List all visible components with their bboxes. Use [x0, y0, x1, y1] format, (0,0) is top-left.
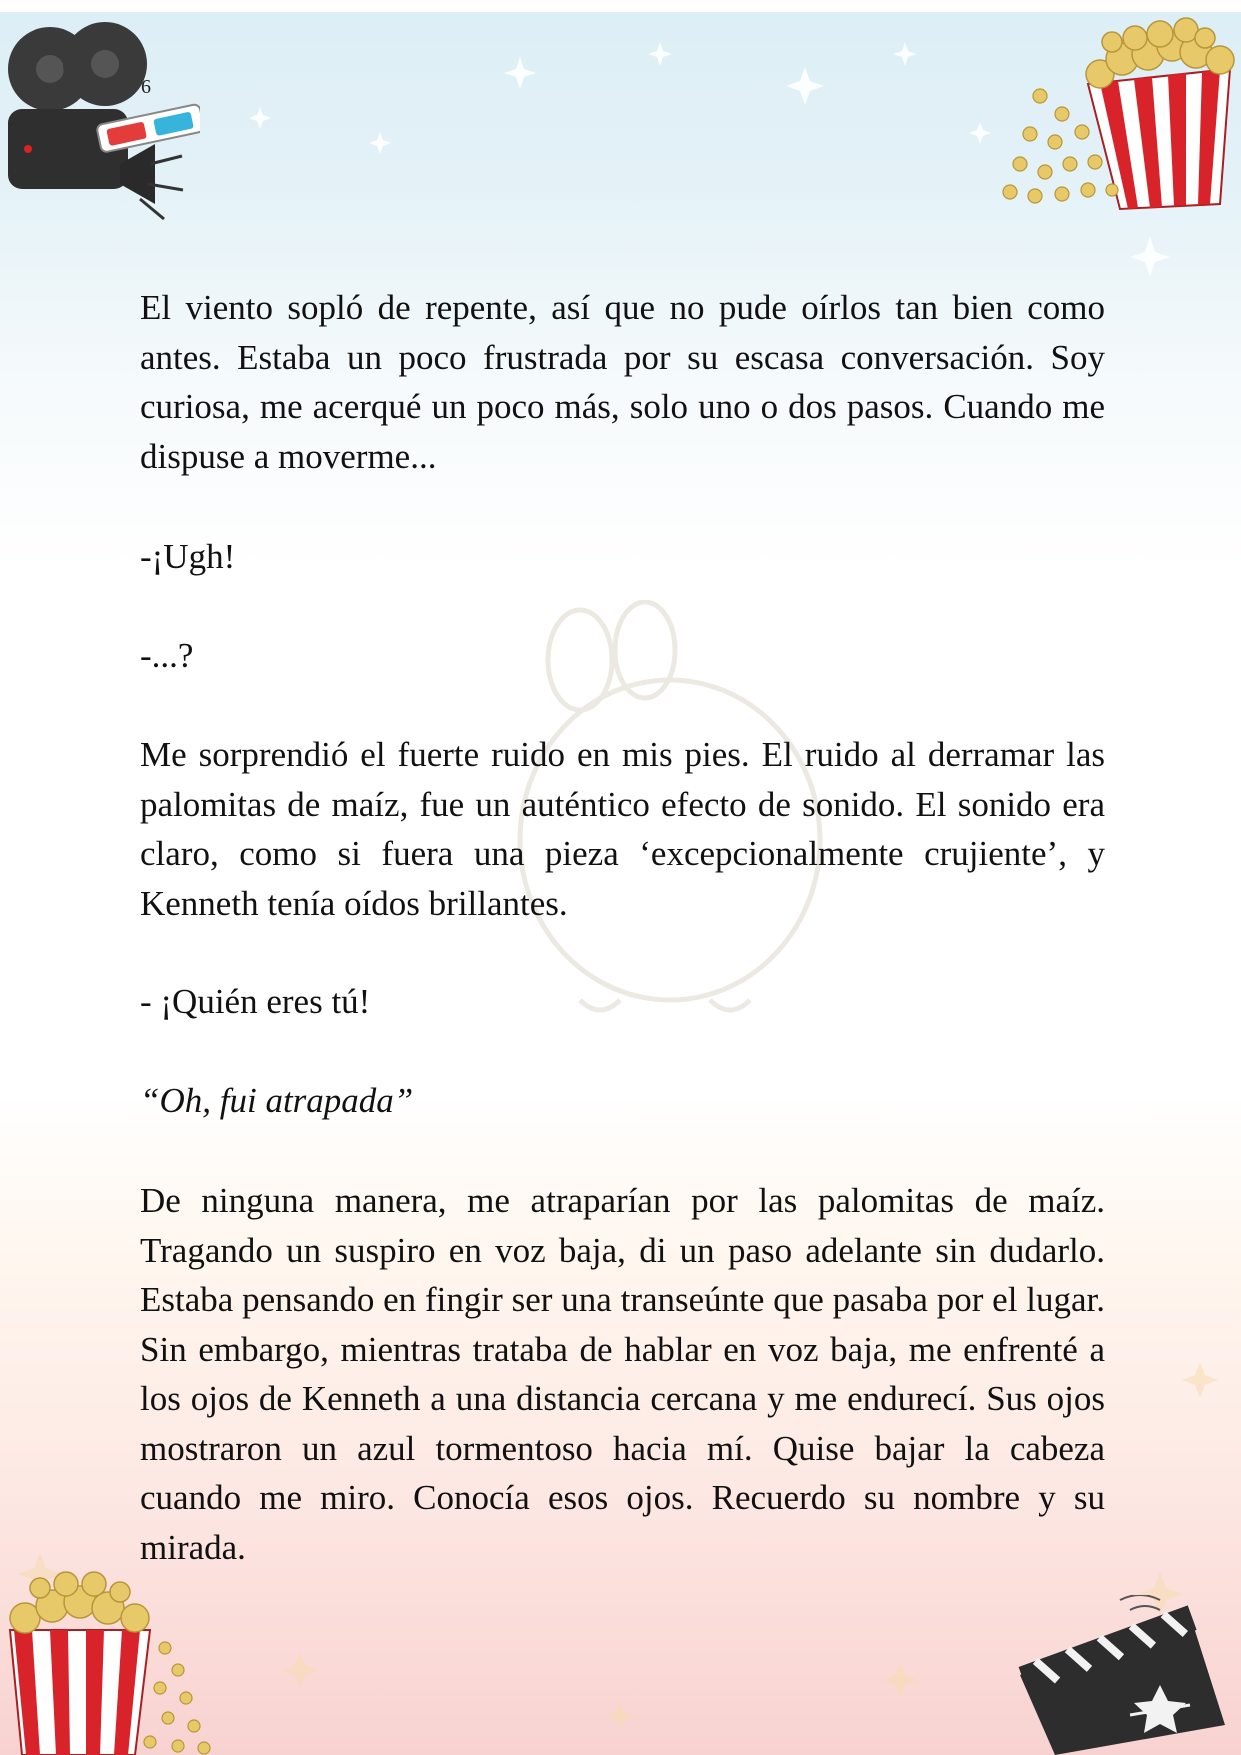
paragraph-2: Me sorprendió el fuerte ruido en mis pies. El ruido al derramar las palomitas de maíz, fue un auténtico efecto de sonido. El sonido era claro, como si fuera una pieza ‘excepcionalmente crujiente’, y Kenneth tenía oídos brillantes. — [140, 735, 1105, 923]
dialogue-who-are-you: - ¡Quién eres tú! — [140, 982, 371, 1021]
page-number: 6 — [141, 76, 151, 98]
popcorn-bucket-icon — [0, 1570, 220, 1755]
dialogue-question: -...? — [140, 636, 194, 675]
inner-thought: “Oh, fui atrapada” — [140, 1081, 414, 1120]
popcorn-bucket-icon — [1000, 14, 1241, 214]
movie-camera-with-3d-glasses-icon — [0, 14, 200, 229]
paragraph-3: De ninguna manera, me atraparían por las palomitas de maíz. Tragando un suspiro en voz baja, di un paso adelante sin dudarlo. Estaba pensando en fingir ser una transeúnte que pasaba por el lugar. Sin embargo, mientras trataba de hablar en voz baja, me enfrenté a los ojos de Kenneth a una distancia cercana y me endurecí. Sus ojos mostraron un azul tormentoso hacia mí. Quise bajar la cabeza cuando me miro. Conocía esos ojos. Recuerdo su nombre y su mirada. — [140, 1181, 1105, 1567]
paragraph-1: El viento sopló de repente, así que no pude oírlos tan bien como antes. Estaba un poco frustrada por su escasa conversación. Soy curiosa, me acerqué un poco más, solo uno o dos pasos. Cuando me dispuse a moverme... — [140, 288, 1105, 476]
clapperboard-icon — [1010, 1595, 1235, 1755]
top-border — [0, 0, 1241, 12]
dialogue-ugh: -¡Ugh! — [140, 537, 236, 576]
